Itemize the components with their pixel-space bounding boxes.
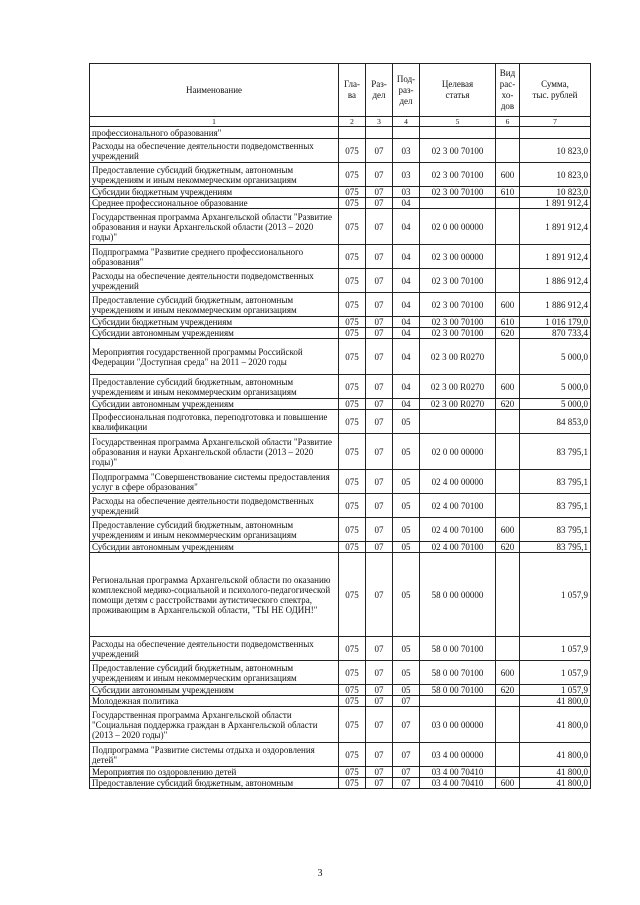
row-subsection: 05 xyxy=(393,434,420,470)
row-target: 02 3 00 70100 xyxy=(420,317,496,328)
row-chapter: 075 xyxy=(339,187,366,198)
row-subsection: 04 xyxy=(393,269,420,293)
row-amount: 83 795,1 xyxy=(520,518,591,542)
table-row xyxy=(90,637,591,661)
row-target xyxy=(420,127,496,139)
table-row xyxy=(90,685,591,696)
row-section: 07 xyxy=(366,542,393,553)
column-index: 6 xyxy=(496,117,520,127)
row-section: 07 xyxy=(366,696,393,707)
row-amount: 84 853,0 xyxy=(520,410,591,434)
row-section: 07 xyxy=(366,245,393,269)
row-chapter: 075 xyxy=(339,198,366,209)
row-chapter: 075 xyxy=(339,293,366,317)
row-exptype xyxy=(496,245,520,269)
row-exptype xyxy=(496,410,520,434)
row-amount: 1 891 912,4 xyxy=(520,245,591,269)
row-section: 07 xyxy=(366,410,393,434)
row-chapter: 075 xyxy=(339,399,366,410)
row-name: Расходы на обеспечение деятельности подведомственных учреждений xyxy=(90,637,339,661)
row-exptype xyxy=(496,139,520,163)
table-row xyxy=(90,553,591,637)
row-name: профессионального образования" xyxy=(90,127,339,139)
row-target xyxy=(420,198,496,209)
row-chapter: 075 xyxy=(339,245,366,269)
row-target: 02 3 00 R0270 xyxy=(420,399,496,410)
row-chapter: 075 xyxy=(339,470,366,494)
row-chapter: 075 xyxy=(339,434,366,470)
row-section: 07 xyxy=(366,470,393,494)
row-target xyxy=(420,410,496,434)
row-chapter: 075 xyxy=(339,494,366,518)
row-section: 07 xyxy=(366,209,393,245)
row-name: Подпрограмма "Развитие системы отдыха и оздоровления детей" xyxy=(90,743,339,767)
row-chapter: 075 xyxy=(339,410,366,434)
row-section: 07 xyxy=(366,685,393,696)
row-amount: 41 800,0 xyxy=(520,767,591,778)
column-index: 4 xyxy=(393,117,420,127)
table-row xyxy=(90,127,591,139)
row-amount: 10 823,0 xyxy=(520,139,591,163)
row-section: 07 xyxy=(366,139,393,163)
row-subsection: 04 xyxy=(393,375,420,399)
row-subsection: 05 xyxy=(393,410,420,434)
row-section: 07 xyxy=(366,743,393,767)
row-target: 03 0 00 00000 xyxy=(420,707,496,743)
row-exptype xyxy=(496,470,520,494)
row-name: Профессиональная подготовка, переподготовка и повышение квалификации xyxy=(90,410,339,434)
row-subsection: 07 xyxy=(393,696,420,707)
row-chapter: 075 xyxy=(339,685,366,696)
row-chapter: 075 xyxy=(339,767,366,778)
row-section: 07 xyxy=(366,767,393,778)
column-index: 1 xyxy=(90,117,339,127)
row-exptype xyxy=(496,707,520,743)
row-chapter: 075 xyxy=(339,778,366,789)
row-subsection: 05 xyxy=(393,494,420,518)
row-subsection: 05 xyxy=(393,542,420,553)
row-name: Подпрограмма "Совершенствование системы предоставления услуг в сфере образования" xyxy=(90,470,339,494)
row-target: 58 0 00 70100 xyxy=(420,685,496,696)
row-target: 58 0 00 70100 xyxy=(420,661,496,685)
row-amount: 83 795,1 xyxy=(520,470,591,494)
row-target: 03 4 00 70410 xyxy=(420,778,496,789)
row-name: Среднее профессиональное образование xyxy=(90,198,339,209)
row-subsection: 04 xyxy=(393,339,420,375)
row-target: 02 4 00 00000 xyxy=(420,470,496,494)
row-exptype xyxy=(496,696,520,707)
row-exptype: 620 xyxy=(496,542,520,553)
row-section: 07 xyxy=(366,518,393,542)
row-name: Субсидии автономным учреждениям xyxy=(90,328,339,339)
header-row xyxy=(90,64,591,117)
row-section: 07 xyxy=(366,187,393,198)
row-name: Расходы на обеспечение деятельности подведомственных учреждений xyxy=(90,139,339,163)
row-subsection: 03 xyxy=(393,163,420,187)
row-exptype xyxy=(496,209,520,245)
table-row xyxy=(90,767,591,778)
column-index-row xyxy=(90,117,591,127)
table-row xyxy=(90,269,591,293)
row-exptype xyxy=(496,339,520,375)
row-name: Мероприятия государственной программы Российской Федерации "Доступная среда" на 2011 – 2020 годы xyxy=(90,339,339,375)
row-exptype xyxy=(496,198,520,209)
row-target: 02 3 00 70100 xyxy=(420,293,496,317)
row-chapter: 075 xyxy=(339,661,366,685)
row-target: 03 4 00 70410 xyxy=(420,767,496,778)
table-row xyxy=(90,163,591,187)
row-subsection: 04 xyxy=(393,245,420,269)
row-subsection: 03 xyxy=(393,139,420,163)
row-chapter: 075 xyxy=(339,328,366,339)
row-name: Предоставление субсидий бюджетным, автономным учреждениям и иным некоммерческим организациям xyxy=(90,518,339,542)
row-name: Подпрограмма "Развитие среднего профессионального образования" xyxy=(90,245,339,269)
row-name: Региональная программа Архангельской области по оказанию комплексной медико-социальной и психолого-педагогической помощи детям с расстройствами аутистического спектра, проживающим в Архангельской области, "ТЫ НЕ ОДИН!" xyxy=(90,553,339,637)
row-subsection: 04 xyxy=(393,399,420,410)
row-amount: 1 057,9 xyxy=(520,637,591,661)
row-section: 07 xyxy=(366,434,393,470)
row-name: Субсидии бюджетным учреждениям xyxy=(90,317,339,328)
row-name: Государственная программа Архангельской области "Развитие образования и науки Архангельской области (2013 – 2020 годы)" xyxy=(90,434,339,470)
row-exptype: 600 xyxy=(496,293,520,317)
row-exptype xyxy=(496,743,520,767)
header-section: Раз- дел xyxy=(366,64,393,117)
row-amount: 1 886 912,4 xyxy=(520,269,591,293)
row-amount: 870 733,4 xyxy=(520,328,591,339)
table-row xyxy=(90,317,591,328)
table-row xyxy=(90,661,591,685)
row-exptype xyxy=(496,269,520,293)
row-section: 07 xyxy=(366,494,393,518)
row-amount: 41 800,0 xyxy=(520,778,591,789)
row-amount: 1 057,9 xyxy=(520,661,591,685)
row-subsection: 04 xyxy=(393,328,420,339)
header-exptype: Вид рас- хо- дов xyxy=(496,64,520,117)
row-amount: 5 000,0 xyxy=(520,375,591,399)
row-section: 07 xyxy=(366,317,393,328)
table-row xyxy=(90,470,591,494)
table-row xyxy=(90,399,591,410)
row-target: 02 3 00 00000 xyxy=(420,245,496,269)
table-row xyxy=(90,542,591,553)
header-target: Целевая статья xyxy=(420,64,496,117)
header-subsection: Под- раз- дел xyxy=(393,64,420,117)
row-chapter: 075 xyxy=(339,209,366,245)
row-amount xyxy=(520,127,591,139)
row-chapter: 075 xyxy=(339,637,366,661)
row-amount: 1 891 912,4 xyxy=(520,209,591,245)
row-subsection: 07 xyxy=(393,778,420,789)
row-amount: 41 800,0 xyxy=(520,743,591,767)
row-subsection: 05 xyxy=(393,685,420,696)
header-amount: Сумма, тыс. рублей xyxy=(520,64,591,117)
row-amount: 83 795,1 xyxy=(520,542,591,553)
row-target: 58 0 00 00000 xyxy=(420,553,496,637)
column-index: 2 xyxy=(339,117,366,127)
table-row xyxy=(90,434,591,470)
header-name: Наименование xyxy=(90,64,339,117)
row-name: Предоставление субсидий бюджетным, автономным учреждениям и иным некоммерческим организациям xyxy=(90,163,339,187)
row-exptype xyxy=(496,434,520,470)
row-subsection: 05 xyxy=(393,470,420,494)
row-exptype: 610 xyxy=(496,187,520,198)
row-exptype xyxy=(496,494,520,518)
row-amount: 5 000,0 xyxy=(520,339,591,375)
row-target: 02 4 00 70100 xyxy=(420,518,496,542)
row-target: 02 3 00 70100 xyxy=(420,139,496,163)
row-name: Предоставление субсидий бюджетным, автономным учреждениям и иным некоммерческим организациям xyxy=(90,661,339,685)
row-exptype: 620 xyxy=(496,399,520,410)
row-target: 02 3 00 70100 xyxy=(420,163,496,187)
row-chapter: 075 xyxy=(339,518,366,542)
row-name: Расходы на обеспечение деятельности подведомственных учреждений xyxy=(90,269,339,293)
row-amount: 1 891 912,4 xyxy=(520,198,591,209)
row-subsection: 07 xyxy=(393,767,420,778)
row-amount: 1 057,9 xyxy=(520,685,591,696)
row-subsection: 05 xyxy=(393,518,420,542)
row-section: 07 xyxy=(366,399,393,410)
row-chapter: 075 xyxy=(339,139,366,163)
row-name: Предоставление субсидий бюджетным, автономным учреждениям и иным некоммерческим организациям xyxy=(90,293,339,317)
row-target: 02 4 00 70100 xyxy=(420,542,496,553)
row-subsection: 05 xyxy=(393,661,420,685)
table-row xyxy=(90,209,591,245)
row-amount: 83 795,1 xyxy=(520,494,591,518)
budget-table xyxy=(89,63,591,789)
table-row xyxy=(90,778,591,789)
table-row xyxy=(90,696,591,707)
row-section: 07 xyxy=(366,375,393,399)
row-target: 02 3 00 70100 xyxy=(420,328,496,339)
row-subsection xyxy=(393,127,420,139)
table-row xyxy=(90,328,591,339)
row-exptype: 600 xyxy=(496,661,520,685)
row-amount: 1 886 912,4 xyxy=(520,293,591,317)
row-chapter: 075 xyxy=(339,269,366,293)
row-chapter: 075 xyxy=(339,542,366,553)
table-row xyxy=(90,518,591,542)
row-name: Предоставление субсидий бюджетным, автономным xyxy=(90,778,339,789)
table-row xyxy=(90,293,591,317)
row-exptype xyxy=(496,127,520,139)
column-index: 5 xyxy=(420,117,496,127)
row-section: 07 xyxy=(366,163,393,187)
row-chapter: 075 xyxy=(339,707,366,743)
table-row xyxy=(90,707,591,743)
row-target: 02 4 00 70100 xyxy=(420,494,496,518)
row-section: 07 xyxy=(366,661,393,685)
row-exptype xyxy=(496,767,520,778)
row-subsection: 07 xyxy=(393,707,420,743)
row-amount: 1 057,9 xyxy=(520,553,591,637)
row-section: 07 xyxy=(366,328,393,339)
row-amount: 10 823,0 xyxy=(520,163,591,187)
row-subsection: 03 xyxy=(393,187,420,198)
row-chapter: 075 xyxy=(339,553,366,637)
page-number: 3 xyxy=(317,868,323,879)
row-exptype xyxy=(496,553,520,637)
row-chapter: 075 xyxy=(339,375,366,399)
row-section: 07 xyxy=(366,269,393,293)
table-body xyxy=(90,127,591,789)
row-subsection: 04 xyxy=(393,198,420,209)
row-name: Субсидии автономным учреждениям xyxy=(90,542,339,553)
row-amount: 83 795,1 xyxy=(520,434,591,470)
row-amount: 41 800,0 xyxy=(520,707,591,743)
row-amount: 1 016 179,0 xyxy=(520,317,591,328)
row-section: 07 xyxy=(366,637,393,661)
row-exptype: 600 xyxy=(496,163,520,187)
row-target: 02 0 00 00000 xyxy=(420,209,496,245)
row-target xyxy=(420,696,496,707)
row-subsection: 05 xyxy=(393,553,420,637)
row-chapter: 075 xyxy=(339,317,366,328)
row-name: Субсидии бюджетным учреждениям xyxy=(90,187,339,198)
row-amount: 10 823,0 xyxy=(520,187,591,198)
row-exptype: 610 xyxy=(496,317,520,328)
row-name: Субсидии автономным учреждениям xyxy=(90,399,339,410)
row-name: Субсидии автономным учреждениям xyxy=(90,685,339,696)
row-exptype: 600 xyxy=(496,375,520,399)
column-index: 7 xyxy=(520,117,591,127)
row-amount: 41 800,0 xyxy=(520,696,591,707)
row-target: 03 4 00 00000 xyxy=(420,743,496,767)
table-row xyxy=(90,494,591,518)
table-row xyxy=(90,245,591,269)
row-target: 58 0 00 70100 xyxy=(420,637,496,661)
row-subsection: 07 xyxy=(393,743,420,767)
row-name: Государственная программа Архангельской области "Развитие образования и науки Архангельской области (2013 – 2020 годы)" xyxy=(90,209,339,245)
row-exptype: 600 xyxy=(496,518,520,542)
table-row xyxy=(90,410,591,434)
row-target: 02 3 00 70100 xyxy=(420,187,496,198)
row-chapter: 075 xyxy=(339,743,366,767)
table-row xyxy=(90,743,591,767)
row-chapter: 075 xyxy=(339,696,366,707)
row-name: Мероприятия по оздоровлению детей xyxy=(90,767,339,778)
table-row xyxy=(90,339,591,375)
row-section: 07 xyxy=(366,778,393,789)
table-row xyxy=(90,198,591,209)
row-section: 07 xyxy=(366,339,393,375)
row-subsection: 04 xyxy=(393,317,420,328)
row-section: 07 xyxy=(366,293,393,317)
row-exptype: 620 xyxy=(496,685,520,696)
row-subsection: 04 xyxy=(393,209,420,245)
row-chapter xyxy=(339,127,366,139)
row-section: 07 xyxy=(366,553,393,637)
row-chapter: 075 xyxy=(339,163,366,187)
row-exptype xyxy=(496,637,520,661)
row-target: 02 3 00 R0270 xyxy=(420,375,496,399)
row-section: 07 xyxy=(366,198,393,209)
table-row xyxy=(90,139,591,163)
row-chapter: 075 xyxy=(339,339,366,375)
table-row xyxy=(90,187,591,198)
row-amount: 5 000,0 xyxy=(520,399,591,410)
row-subsection: 04 xyxy=(393,293,420,317)
column-index: 3 xyxy=(366,117,393,127)
row-name: Расходы на обеспечение деятельности подведомственных учреждений xyxy=(90,494,339,518)
row-section: 07 xyxy=(366,707,393,743)
row-name: Предоставление субсидий бюджетным, автономным учреждениям и иным некоммерческим организациям xyxy=(90,375,339,399)
row-name: Государственная программа Архангельской области "Социальная поддержка граждан в Архангельской области (2013 – 2020 годы)" xyxy=(90,707,339,743)
row-exptype: 600 xyxy=(496,778,520,789)
row-section xyxy=(366,127,393,139)
table-row xyxy=(90,375,591,399)
row-subsection: 05 xyxy=(393,637,420,661)
row-target: 02 3 00 70100 xyxy=(420,269,496,293)
row-target: 02 0 00 00000 xyxy=(420,434,496,470)
row-exptype: 620 xyxy=(496,328,520,339)
header-chapter: Гла- ва xyxy=(339,64,366,117)
row-name: Молодежная политика xyxy=(90,696,339,707)
row-target: 02 3 00 R0270 xyxy=(420,339,496,375)
